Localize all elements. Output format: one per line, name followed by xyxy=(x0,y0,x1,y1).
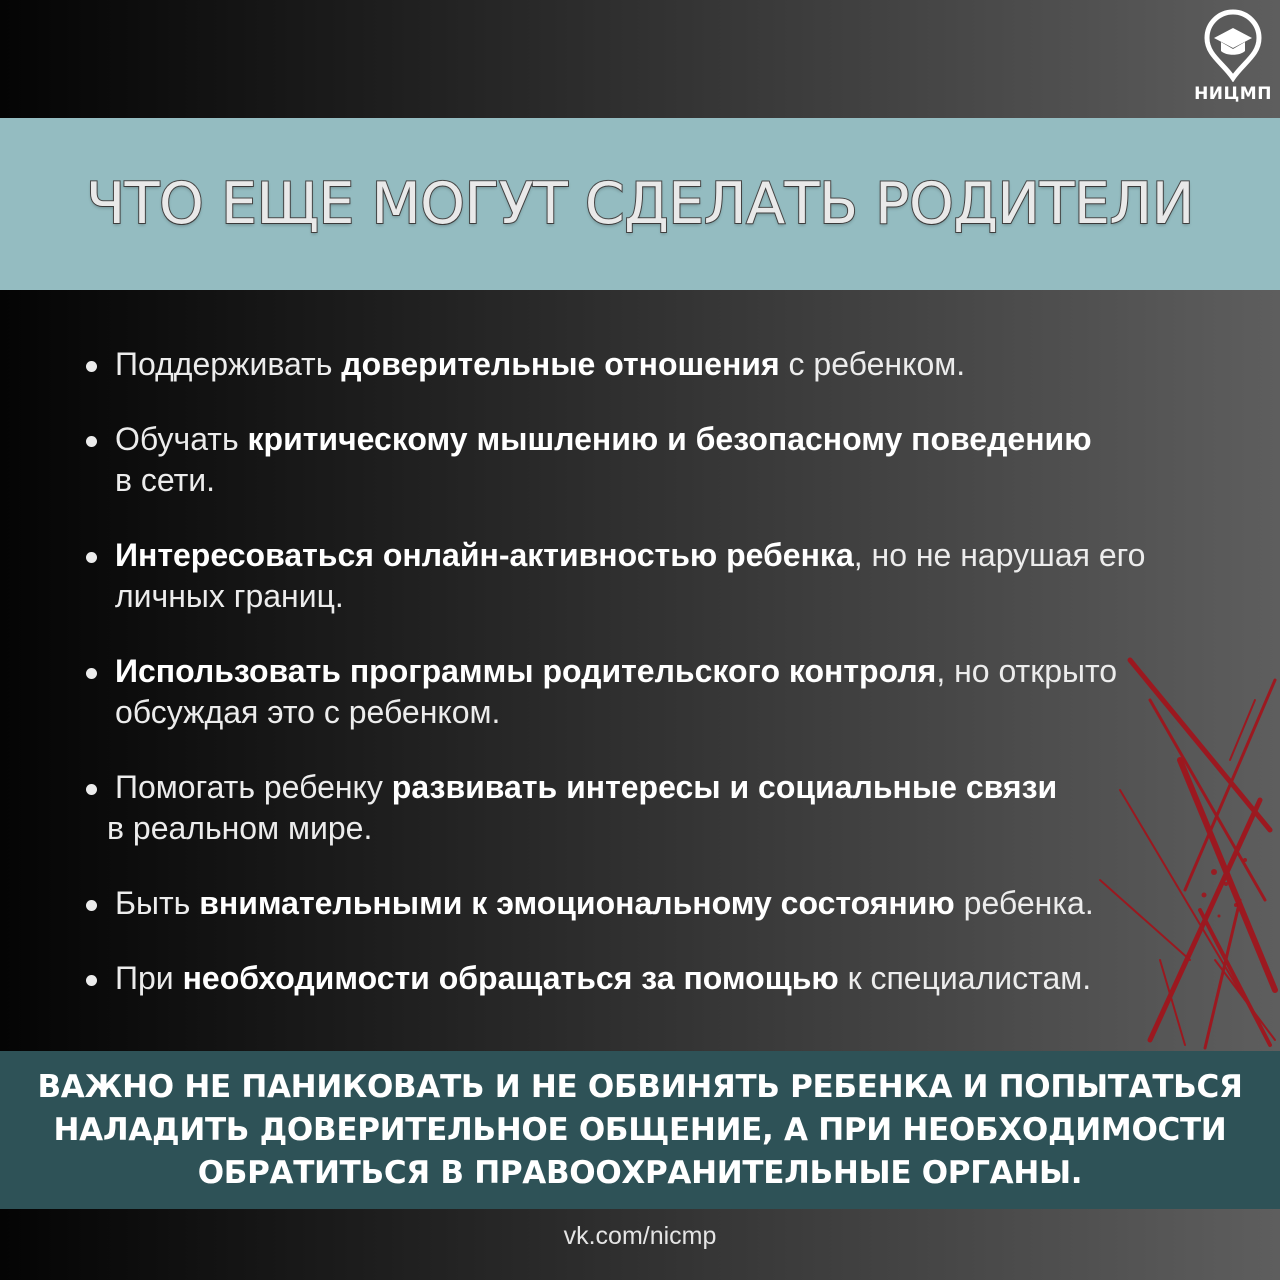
item-text: с ребенком. xyxy=(779,346,966,382)
list-item xyxy=(82,419,1222,501)
page-title: ЧТО ЕЩЕ МОГУТ СДЕЛАТЬ РОДИТЕЛИ xyxy=(86,171,1194,237)
item-text: Быть xyxy=(115,885,200,921)
list-item xyxy=(82,883,1222,924)
logo-text: НИЦМП xyxy=(1194,84,1272,104)
item-text: ребенка. xyxy=(954,885,1094,921)
item-text: , но не нарушая его xyxy=(853,537,1146,573)
item-text-continued: личных границ. xyxy=(115,578,344,614)
item-text-continued: в сети. xyxy=(115,462,216,498)
item-text: Поддерживать xyxy=(115,346,342,382)
item-bold-text: внимательными к эмоциональному состоянию xyxy=(199,885,955,921)
advice-list xyxy=(82,344,1222,1033)
item-bold-text: развивать интересы и социальные связи xyxy=(391,769,1058,805)
footer-message: ВАЖНО НЕ ПАНИКОВАТЬ И НЕ ОБВИНЯТЬ РЕБЕНКА И ПОПЫТАТЬСЯ НАЛАДИТЬ ДОВЕРИТЕЛЬНОЕ ОБЩЕНИЕ, А ПРИ НЕОБХОДИМОСТИ ОБРАТИТЬСЯ В ПРАВООХРАНИТЕЛЬНЫЕ ОРГАНЫ. xyxy=(37,1068,1243,1191)
item-bold-text: критическому мышлению и безопасному поведению xyxy=(247,421,1092,457)
item-text: , но открыто xyxy=(936,653,1118,689)
item-bold-text: доверительные отношения xyxy=(341,346,780,382)
list-item xyxy=(82,344,1222,385)
item-text-continued: в реальном мире. xyxy=(107,810,373,846)
list-item xyxy=(82,651,1222,733)
item-bold-text: Интересоваться онлайн-активностью ребенка xyxy=(115,537,854,573)
item-bold-text: необходимости обращаться за помощью xyxy=(182,960,839,996)
vk-link[interactable]: vk.com/nicmp xyxy=(563,1222,717,1250)
nicmp-logo xyxy=(1186,8,1280,108)
footer-band xyxy=(0,1051,1280,1209)
list-item xyxy=(82,958,1222,999)
list-item xyxy=(82,767,1222,849)
item-bold-text: Использовать программы родительского контроля xyxy=(115,653,937,689)
item-text: Обучать xyxy=(115,421,248,457)
list-item xyxy=(82,535,1222,617)
header-band xyxy=(0,118,1280,290)
item-text: Помогать ребенку xyxy=(115,769,392,805)
item-text-continued: обсуждая это с ребенком. xyxy=(115,694,501,730)
mortarboard-map-pin-icon xyxy=(1202,8,1264,82)
item-text: При xyxy=(115,960,183,996)
item-text: к специалистам. xyxy=(838,960,1092,996)
